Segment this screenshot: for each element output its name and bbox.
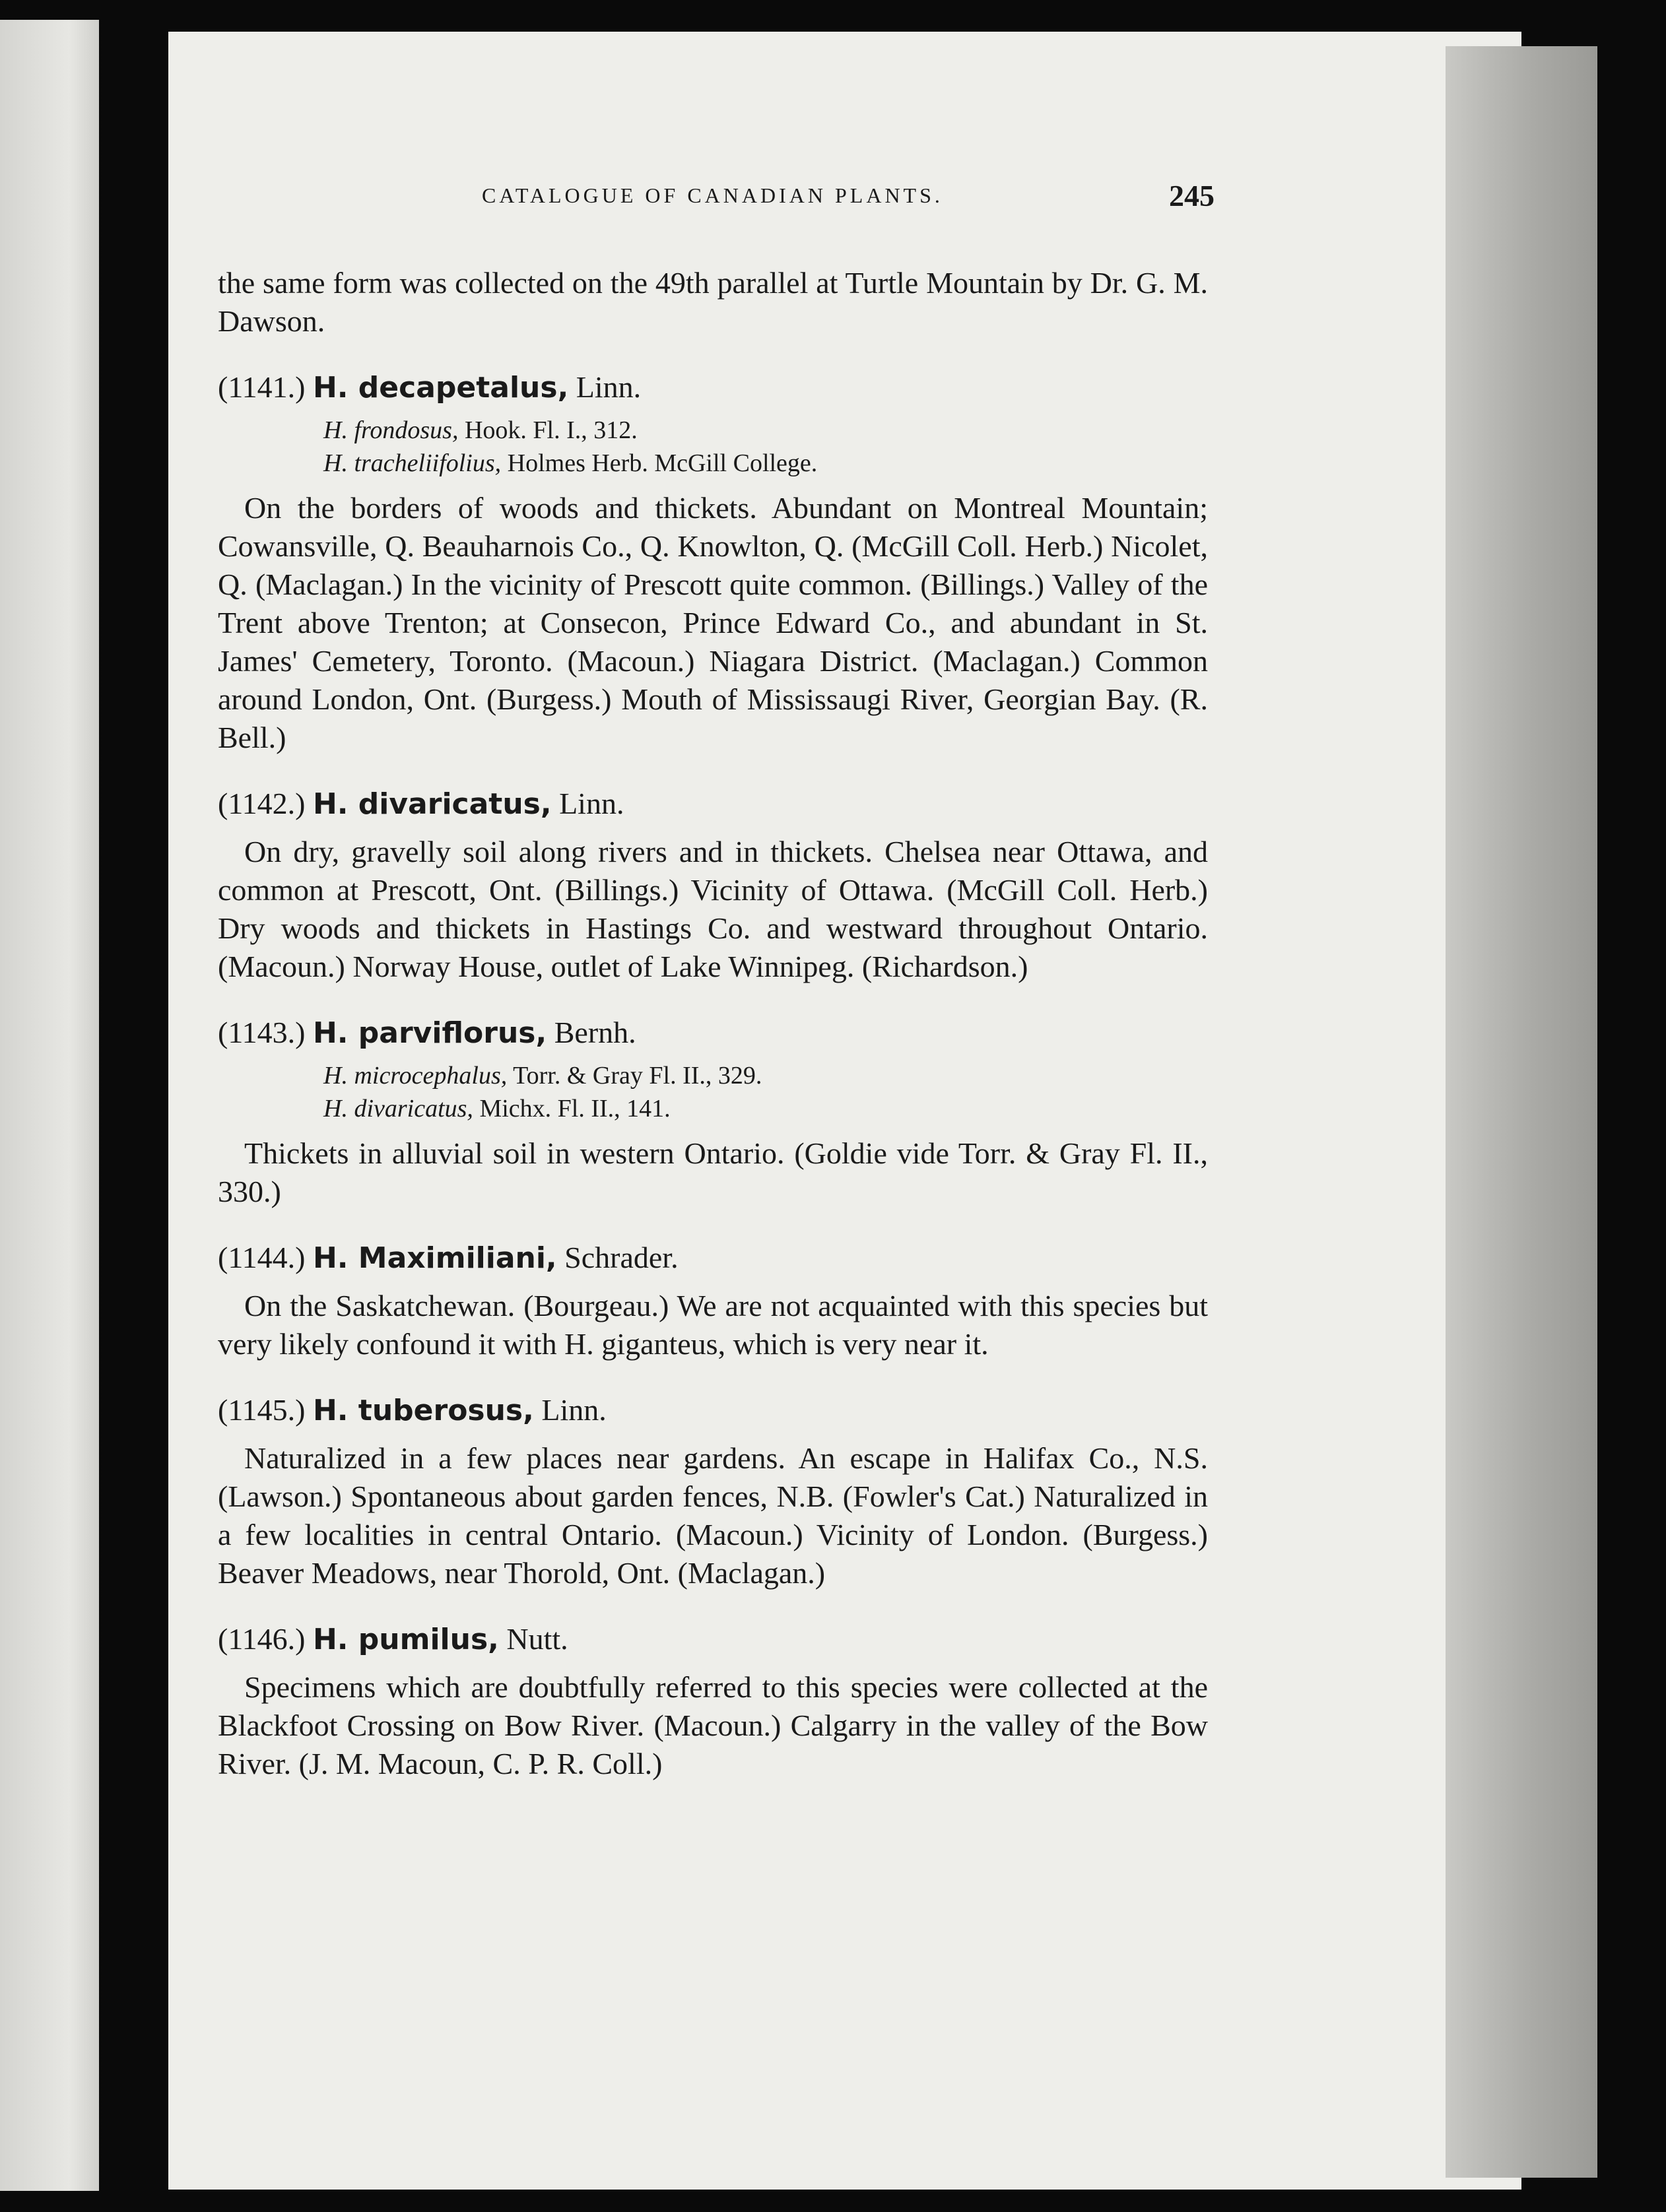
synonym-name: H. frondosus, <box>323 416 459 444</box>
synonym-ref: Michx. Fl. II., 141. <box>479 1095 671 1122</box>
entry-number: (1145.) <box>218 1393 306 1427</box>
page-content <box>218 178 1215 1783</box>
synonym-name: H. divaricatus, <box>323 1095 473 1122</box>
authority: Linn. <box>541 1393 607 1427</box>
species-heading <box>218 785 1208 824</box>
page-stack-edge <box>1446 46 1597 2178</box>
species-heading <box>218 1391 1208 1430</box>
adjacent-page-edge <box>0 20 99 2191</box>
running-title: CATALOGUE OF CANADIAN PLANTS. <box>482 183 943 207</box>
entry-number: (1146.) <box>218 1622 306 1656</box>
species-name: H. pumilus, <box>312 1623 499 1656</box>
species-description: Naturalized in a few places near gardens. An escape in Halifax Co., N.S. (Lawson.) Spontaneous about garden fences, N.B. (Fowler's Cat.) Naturalized in a few localities in central Ontario. (Macoun.) Vicinity of London. (Burgess.) Beaver Meadows, near Thorold, Ont. (Maclagan.) <box>218 1441 1208 1590</box>
species-heading <box>218 1620 1208 1659</box>
book-gutter <box>155 20 170 2191</box>
authority: Bernh. <box>554 1016 636 1049</box>
continued-paragraph: the same form was collected on the 49th parallel at Turtle Mountain by Dr. G. M. Dawson. <box>218 266 1208 338</box>
entry-number: (1142.) <box>218 787 306 820</box>
species-description: Thickets in alluvial soil in western Ontario. (Goldie vide Torr. & Gray Fl. II., 330.) <box>218 1136 1208 1208</box>
species-name: H. Maximiliani, <box>312 1241 557 1275</box>
synonym <box>218 447 1208 480</box>
species-name: H. tuberosus, <box>312 1394 534 1427</box>
species-name: H. parviflorus, <box>312 1016 547 1050</box>
synonym <box>218 1092 1208 1125</box>
species-name: H. divaricatus, <box>312 787 552 821</box>
species-description: On dry, gravelly soil along rivers and in thickets. Chelsea near Ottawa, and common at Prescott, Ont. (Billings.) Vicinity of Ottawa. (McGill Coll. Herb.) Dry woods and thickets in Hastings Co. and westward throughout Ontario. (Macoun.) Norway House, outlet of Lake Winnipeg. (Richardson.) <box>218 835 1208 983</box>
page-number: 245 <box>1169 179 1215 212</box>
synonym-name: H. tracheliifolius, <box>323 449 502 477</box>
species-description: On the Saskatchewan. (Bourgeau.) We are not acquainted with this species but very likely confound it with H. giganteus, which is very near it. <box>218 1289 1208 1361</box>
running-header <box>218 178 1215 218</box>
species-heading <box>218 1014 1208 1053</box>
synonym-ref: Hook. Fl. I., 312. <box>464 416 638 444</box>
species-description: Specimens which are doubtfully referred to this species were collected at the Blackfoot Crossing on Bow River. (Macoun.) Calgarry in the valley of the Bow River. (J. M. Macoun, C. P. R. Coll.) <box>218 1670 1208 1780</box>
synonym-name: H. microcephalus, <box>323 1062 508 1090</box>
entry-number: (1143.) <box>218 1016 306 1049</box>
entry-number: (1141.) <box>218 370 306 404</box>
authority: Linn. <box>576 370 642 404</box>
synonym-ref: Holmes Herb. McGill College. <box>507 449 818 477</box>
species-heading <box>218 368 1208 407</box>
species-description: On the borders of woods and thickets. Abundant on Montreal Mountain; Cowansville, Q. Beauharnois Co., Q. Knowlton, Q. (McGill Coll. Herb.) Nicolet, Q. (Maclagan.) In the vicinity of Prescott quite common. (Billings.) Valley of the Trent above Trenton; at Consecon, Prince Edward Co., and abundant in St. James' Cemetery, Toronto. (Macoun.) Niagara District. (Maclagan.) Common around London, Ont. (Burgess.) Mouth of Mississaugi River, Georgian Bay. (R. Bell.) <box>218 491 1208 754</box>
species-heading <box>218 1239 1208 1278</box>
synonym-ref: Torr. & Gray Fl. II., 329. <box>513 1062 762 1090</box>
authority: Schrader. <box>564 1241 679 1274</box>
authority: Nutt. <box>506 1622 568 1656</box>
synonym <box>218 414 1208 447</box>
synonym <box>218 1059 1208 1092</box>
species-name: H. decapetalus, <box>312 371 569 405</box>
authority: Linn. <box>559 787 624 820</box>
entry-number: (1144.) <box>218 1241 306 1274</box>
